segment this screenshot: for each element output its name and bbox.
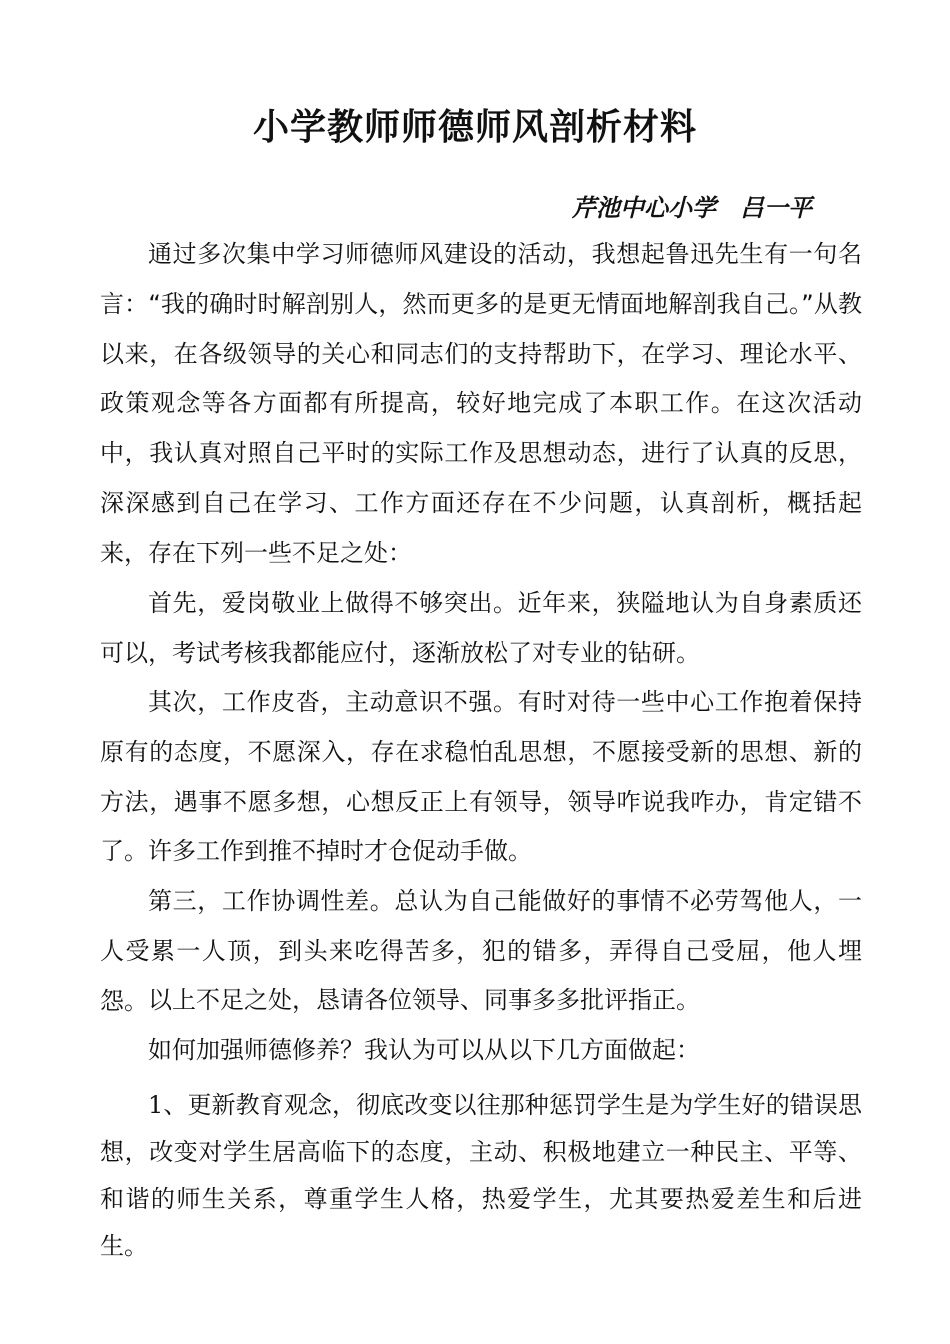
list-item <box>100 1082 862 1270</box>
paragraph-second-issue: 其次，工作皮沓，主动意识不强。有时对待一些中心工作抱着保持原有的态度，不愿深入，存在求稳怕乱思想，不愿接受新的思想、新的方法，遇事不愿多想，心想反正上有领导，领导咋说我咋办，肯定错不了。许多工作到推不掉时才仓促动手做。 <box>100 688 862 866</box>
list-item-text: 更新教育观念，彻底改变以往那种惩罚学生是为学生好的错误思想，改变对学生居高临下的态度，主动、积极地建立一种民主、平等、和谐的师生关系，尊重学生人格，热爱学生，尤其要热爱差生和后进生。 <box>100 1091 862 1260</box>
paragraph-third-issue: 第三，工作协调性差。总认为自己能做好的事情不必劳驾他人，一人受累一人顶，到头来吃得苦多，犯的错多，弄得自己受屈，他人埋怨。 <box>100 887 862 1015</box>
paragraph-first-issue: 首先，爱岗敬业上做得不够突出。近年来，狭隘地认为自身素质还可以，考试考核我都能应付，逐渐放松了对专业的钻研。 <box>100 589 862 667</box>
list-item-number: 1、 <box>148 1091 188 1119</box>
paragraph-question: 如何加强师德修养？我认为可以从以下几方面做起： <box>148 1036 700 1064</box>
paragraph-intro: 通过多次集中学习师德师风建设的活动，我想起鲁迅先生有一句名言：“我的确时时解剖别人，然而更多的是更无情面地解剖我自己。”从教以来，在各级领导的关心和同志们的支持帮助下，在学习、理论水平、政策观念等各方面都有所提高，较好地完成了本职工作。在这次活动中，我认真对照自己平时的实际工作及思想动态，进行了认真的反思，深深感到自己在学习、工作方面还存在不少问题，认真剖析，概括起来，存在下列一些不足之处： <box>100 240 862 567</box>
author-line: 芹池中心小学 吕一平 <box>572 194 812 222</box>
paragraph-request: 以上不足之处，恳请各位领导、同事多多批评指正。 <box>148 986 700 1014</box>
document-title: 小学教师师德师风剖析材料 <box>252 107 697 148</box>
